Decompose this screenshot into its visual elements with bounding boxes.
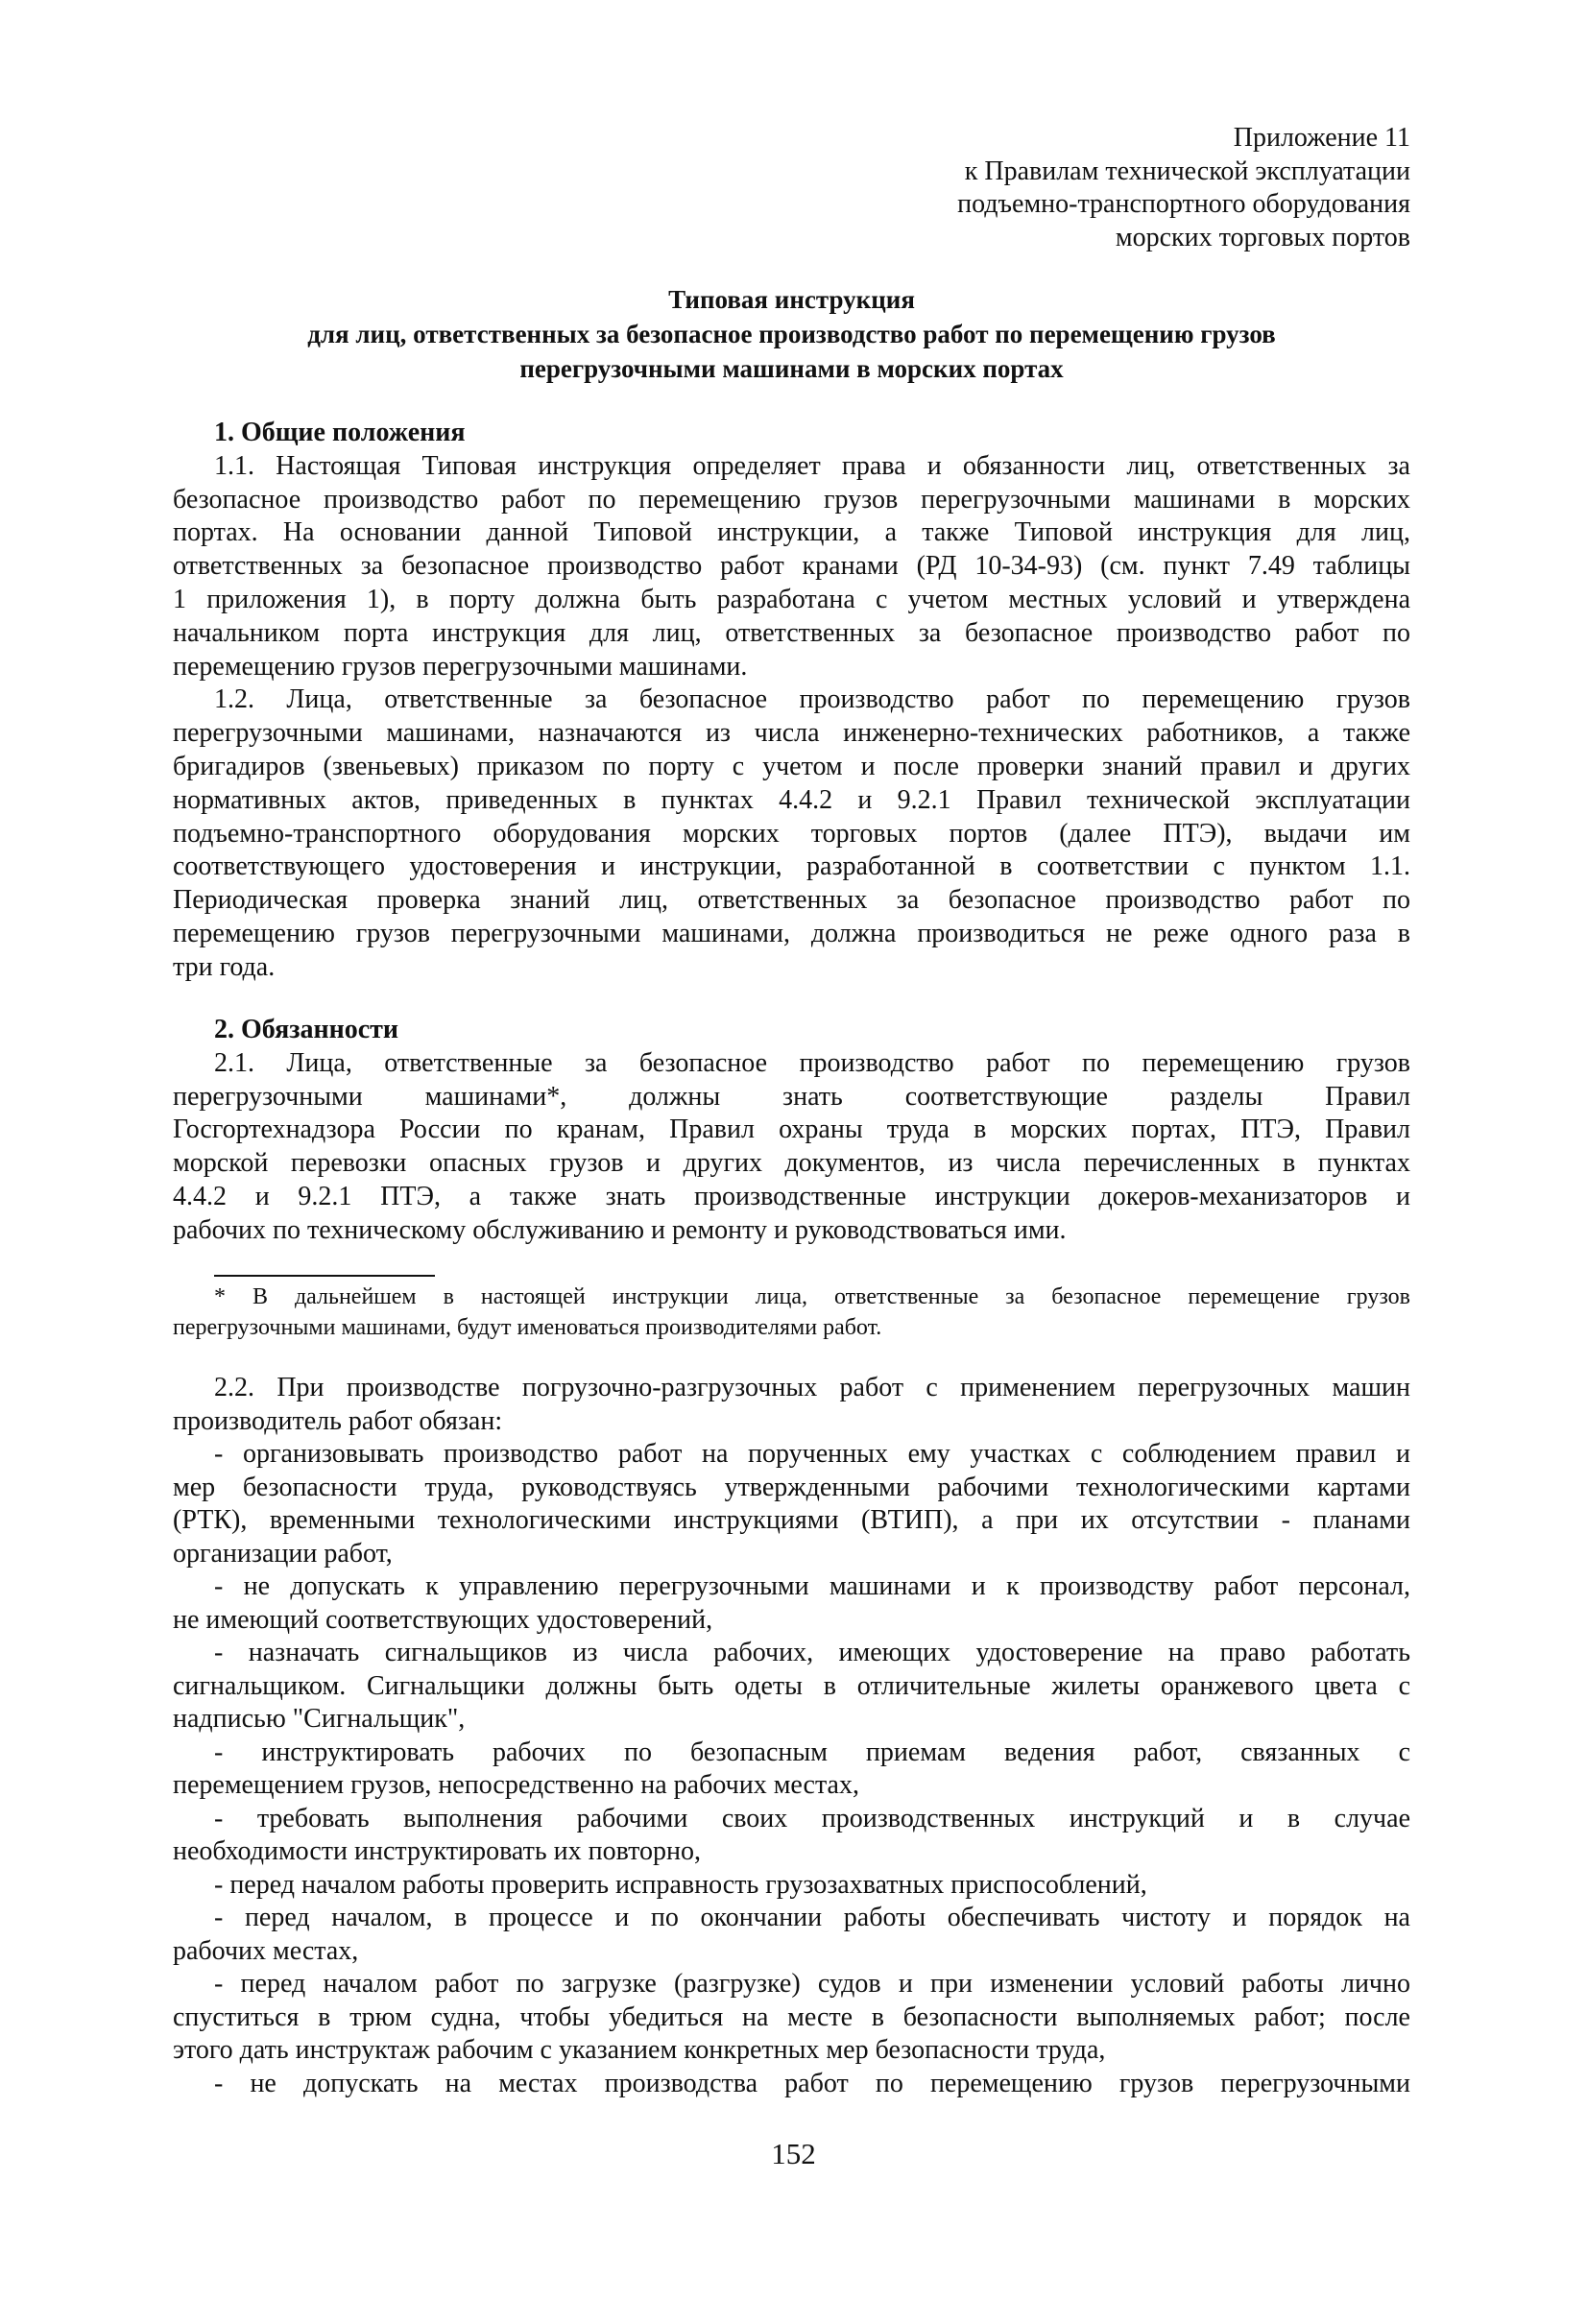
text-line: перегрузочными машинами, будут именоваться производителями работ.	[173, 1315, 882, 1340]
text-line: спуститься в трюм судна, чтобы убедиться на месте в безопасности выполняемых работ; после	[173, 2001, 1410, 2032]
text-line: необходимости инструктировать их повторно,	[173, 1836, 701, 1866]
section-duties	[173, 1014, 1410, 1248]
text-line: соответствующего удостоверения и инструкции, разработанной в соответствии с пунктом 1.1.	[173, 851, 1410, 882]
text-line: перегрузочными машинами*, должны знать соответствующие разделы Правил	[173, 1081, 1410, 1112]
text-line: три года.	[173, 951, 276, 982]
paragraph	[173, 1803, 1410, 1869]
text-line: Периодическая проверка знаний лиц, ответственных за безопасное производство работ по	[173, 885, 1410, 916]
text-line: 2.2. При производстве погрузочно-разгрузочных работ с применением перегрузочных машин	[214, 1373, 1410, 1402]
text-line: надписью "Сигнальщик",	[173, 1704, 466, 1734]
text-line: бригадиров (звеньевых) приказом по порту с учетом и после проверки знаний правил и других	[173, 751, 1410, 781]
text-line: ответственных за безопасное производство работ кранами (РД 10-34-93) (см. пункт 7.49 таблицы	[173, 551, 1410, 582]
header-line: морских торговых портов	[1115, 222, 1410, 252]
text-line: не имеющий соответствующих удостоверений,	[173, 1604, 713, 1635]
appendix-header	[957, 122, 1410, 254]
title-line: перегрузочными машинами в морских портах	[519, 354, 1064, 383]
paragraph	[173, 1570, 1410, 1637]
paragraph	[173, 1902, 1410, 1968]
text-line: подъемно-транспортного оборудования морских торговых портов (далее ПТЭ), выдачи им	[173, 818, 1410, 849]
paragraph	[173, 450, 1410, 684]
paragraph	[173, 1282, 1410, 1343]
text-line: морской перевозки опасных грузов и других документов, из числа перечисленных в пунктах	[173, 1148, 1410, 1179]
text-line: - не допускать к управлению перегрузочными машинами и к производству работ персонал,	[214, 1571, 1410, 1601]
document-title	[173, 282, 1410, 386]
text-line: Госгортехнадзора России по кранам, Правил охраны труда в морских портах, ПТЭ, Правил	[173, 1114, 1410, 1145]
text-line: 1.2. Лица, ответственные за безопасное производство работ по перемещению грузов	[214, 684, 1410, 715]
footnote-divider	[214, 1275, 435, 1277]
header-line: Приложение 11	[1233, 123, 1410, 153]
text-line: перемещением грузов, непосредственно на рабочих местах,	[173, 1770, 859, 1800]
paragraph	[173, 2068, 1410, 2101]
paragraph	[173, 683, 1410, 984]
text-line: - перед началом работ по загрузке (разгрузке) судов и при изменении условий работы лично	[214, 1969, 1410, 1999]
paragraph	[173, 1737, 1410, 1803]
text-line: * В дальнейшем в настоящей инструкции лица, ответственные за безопасное перемещение грузов	[214, 1284, 1410, 1309]
paragraph	[173, 1869, 1410, 1903]
text-line: начальником порта инструкция для лиц, ответственных за безопасное производство работ по	[173, 617, 1410, 648]
text-line: перегрузочными машинами, назначаются из числа инженерно-технических работников, а также	[173, 718, 1410, 749]
text-line: - перед началом, в процессе и по окончании работы обеспечивать чистоту и порядок на	[214, 1903, 1410, 1932]
text-line: сигнальщиком. Сигнальщики должны быть одеты в отличительные жилеты оранжевого цвета с	[173, 1670, 1410, 1701]
text-line: - инструктировать рабочих по безопасным приемам ведения работ, связанных с	[214, 1737, 1410, 1767]
text-line: - организовывать производство работ на порученных ему участках с соблюдением правил и	[214, 1439, 1410, 1469]
section-heading: 2. Обязанности	[214, 1015, 399, 1044]
section-heading: 1. Общие положения	[214, 418, 466, 447]
text-line: нормативных актов, приведенных в пунктах 4.4.2 и 9.2.1 Правил технической эксплуатации	[173, 784, 1410, 815]
text-line: 4.4.2 и 9.2.1 ПТЭ, а также знать производственные инструкции докеров-механизаторов и	[173, 1181, 1410, 1211]
text-line: - не допускать на местах производства работ по перемещению грузов перегрузочными	[214, 2068, 1410, 2098]
text-line: 1 приложения 1), в порту должна быть разработана с учетом местных условий и утверждена	[173, 584, 1410, 614]
text-line: 2.1. Лица, ответственные за безопасное производство работ по перемещению грузов	[214, 1047, 1410, 1078]
section-general-provisions	[173, 417, 1410, 985]
section-duties-2-2	[173, 1372, 1410, 2100]
header-line: подъемно-транспортного оборудования	[957, 189, 1410, 219]
text-line: безопасное производство работ по перемещению грузов перегрузочными машинами в морских	[173, 484, 1410, 515]
text-line: (РТК), временными технологическими инструкциями (ВТИП), а при их отсутствии - планами	[173, 1505, 1410, 1535]
text-line: портах. На основании данной Типовой инструкции, а также Типовой инструкция для лиц,	[173, 517, 1410, 548]
text-line: мер безопасности труда, руководствуясь утвержденными рабочими технологическими картами	[173, 1472, 1410, 1502]
title-line: для лиц, ответственных за безопасное производство работ по перемещению грузов	[307, 320, 1276, 348]
text-line: перемещению грузов перегрузочными машинами, должна производиться не реже одного раза в	[173, 918, 1410, 948]
paragraph	[173, 1637, 1410, 1737]
text-line: 1.1. Настоящая Типовая инструкция определяет права и обязанности лиц, ответственных за	[214, 450, 1410, 481]
paragraph	[173, 1438, 1410, 1570]
text-line: - перед началом работы проверить исправность грузозахватных приспособлений,	[214, 1869, 1147, 1900]
text-line: этого дать инструктаж рабочим с указанием конкретных мер безопасности труда,	[173, 2035, 1106, 2065]
paragraph	[173, 1968, 1410, 2068]
text-line: организации работ,	[173, 1538, 393, 1569]
text-line: рабочих местах,	[173, 1935, 359, 1966]
text-line: перемещению грузов перегрузочными машинами.	[173, 651, 748, 682]
footnote	[173, 1282, 1410, 1343]
paragraph	[173, 1372, 1410, 1438]
text-line: - назначать сигнальщиков из числа рабочих, имеющих удостоверение на право работать	[214, 1638, 1410, 1667]
title-line: Типовая инструкция	[668, 285, 915, 314]
text-line: производитель работ обязан:	[173, 1405, 503, 1436]
text-line: - требовать выполнения рабочими своих производственных инструкций и в случае	[214, 1803, 1410, 1833]
page-number: 152	[771, 2137, 816, 2170]
paragraph	[173, 1047, 1410, 1248]
text-line: рабочих по техническому обслуживанию и ремонту и руководствоваться ими.	[173, 1214, 1067, 1245]
header-line: к Правилам технической эксплуатации	[964, 156, 1410, 186]
